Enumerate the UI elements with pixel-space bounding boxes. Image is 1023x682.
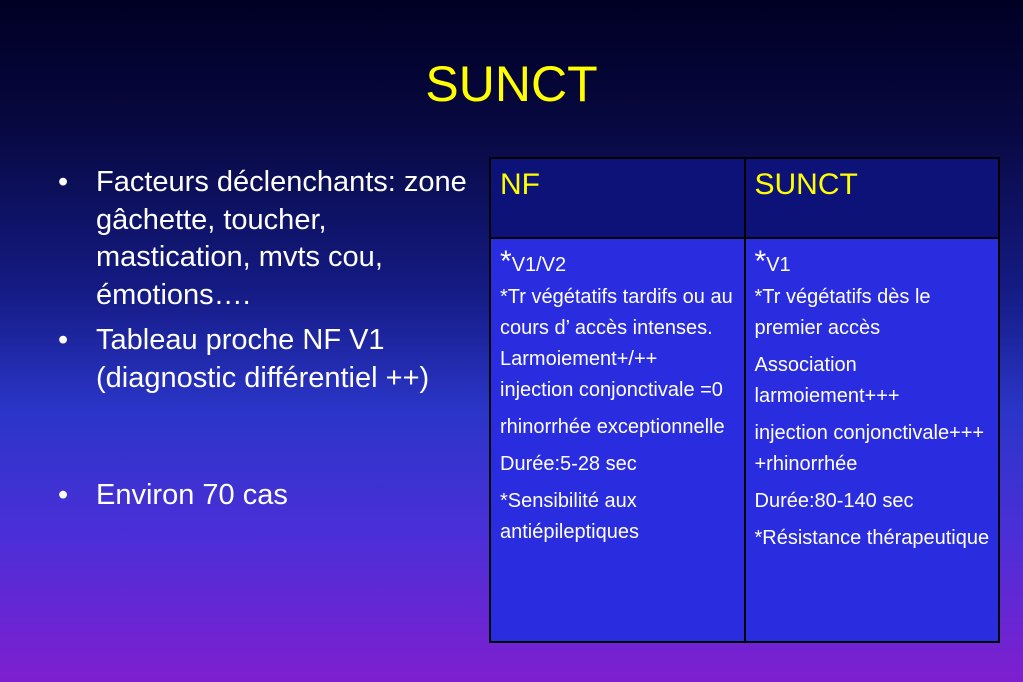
sunct-duration: Durée:80-140 sec <box>754 490 914 512</box>
nf-rhinorrhea: rhinorrhée exceptionnelle <box>500 416 725 438</box>
comparison-table <box>489 157 1000 643</box>
nf-marker <box>500 245 736 282</box>
header-sunct: SUNCT <box>745 158 1000 238</box>
bullet-differential: • Tableau proche NF V1 (diagnostic différentiel ++) <box>58 322 478 397</box>
nf-branch-label: V1/V2 <box>511 254 567 276</box>
table-row <box>490 238 999 642</box>
slide-title: SUNCT <box>425 56 598 112</box>
bullet-triggers: • Facteurs déclenchants: zone gâchette, toucher, mastication, mvts cou, émotions…. <box>58 164 478 314</box>
sunct-treatment: *Résistance thérapeutique <box>754 527 990 549</box>
sunct-vegetative-signs: *Tr végétatifs dès le premier accès <box>754 286 931 339</box>
bullet-cases: • Environ 70 cas <box>58 477 478 515</box>
sunct-lacrimation: Association larmoiement+++ <box>754 354 900 407</box>
sunct-marker <box>755 245 991 282</box>
nf-duration: Durée:5-28 sec <box>500 453 637 475</box>
sunct-branch-label: V1 <box>766 254 791 276</box>
bullet-list <box>58 164 478 523</box>
header-nf: NF <box>490 158 745 238</box>
nf-asterisk: * <box>500 245 512 278</box>
sunct-asterisk: * <box>754 245 767 278</box>
nf-treatment: *Sensibilité aux antiépileptiques <box>500 490 639 543</box>
cell-nf <box>490 238 745 642</box>
table-header-row <box>490 158 999 238</box>
cell-sunct <box>745 238 1000 642</box>
sunct-injection: injection conjonctivale+++ +rhinorrhée <box>754 422 985 475</box>
nf-vegetative-signs: *Tr végétatifs tardifs ou au cours d’ accès intenses. Larmoiement+/++ injection conjonctivale =0 <box>500 286 733 401</box>
